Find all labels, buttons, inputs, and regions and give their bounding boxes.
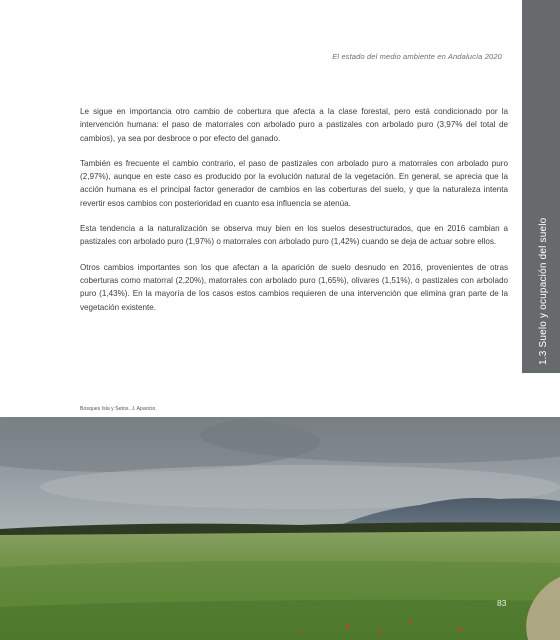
landscape-photo — [0, 417, 560, 640]
photo-caption: Bosques Isla y Setos. J. Aparicio. — [80, 406, 157, 412]
body-text — [80, 105, 508, 326]
paragraph: Otros cambios importantes son los que afectan a la aparición de suelo desnudo en 2016, provenientes de otras coberturas como matorral (2,20%), matorrales con arbolado puro (1,65%), olivares (1,51%), o pastizales con arbolado puro (1,43%). En la mayoría de los casos estos cambios requieren de una intervención que elimina gran parte de la vegetación existente. — [80, 262, 508, 312]
page-number: 83 — [497, 598, 507, 608]
section-tab — [522, 0, 560, 373]
paragraph: Esta tendencia a la naturalización se observa muy bien en los suelos desestructurados, que en 2016 cambian a pastizales con arbolado puro (1,97%) o matorrales con arbolado puro (1,42%) cuando se deja de actuar sobre ellos. — [80, 224, 508, 247]
running-header: El estado del medio ambiente en Andalucía 2020 — [332, 52, 502, 61]
section-tab-label: 1.3 Suelo y ocupación del suelo — [538, 217, 549, 365]
paragraph: También es frecuente el cambio contrario, el paso de pastizales con arbolado puro a matorrales con arbolado puro (2,97%), aunque en este caso es producido por la evolución natural de la vegetación. En general, se aprecia que la acción humana es el principal factor generador de cambios en las coberturas del suelo, y que la naturaleza intenta revertir esos cambios con posterioridad en cuanto esa influencia se atenúa. — [80, 158, 508, 208]
paragraph: Le sigue en importancia otro cambio de cobertura que afecta a la clase forestal, pero está condicionado por la intervención humana: el paso de matorrales con arbolado puro a pastizales con arbolado puro (3,97% del total de cambios), ya sea por desbroce o por efecto del ganado. — [80, 107, 508, 143]
